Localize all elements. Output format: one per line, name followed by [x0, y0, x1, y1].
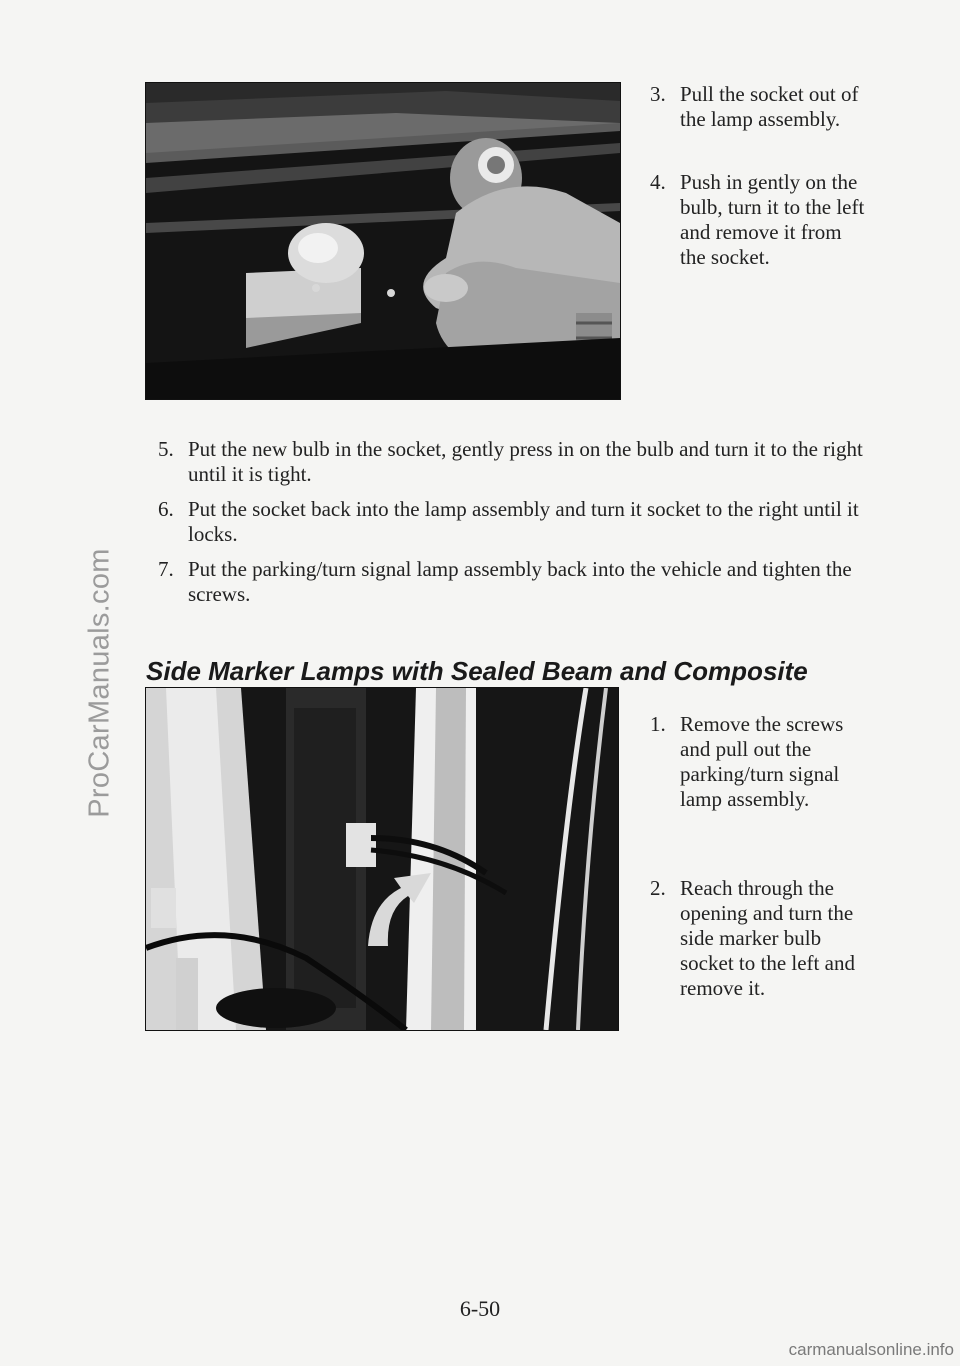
- step-number: 4.: [650, 170, 666, 194]
- footer-watermark: carmanualsonline.info: [788, 1340, 954, 1359]
- photo-socket-removal: [145, 82, 621, 400]
- step-text: Pull the socket out of the lamp assembly.: [680, 82, 859, 131]
- step-1: [650, 712, 865, 812]
- photo-side-marker-socket: [145, 687, 619, 1031]
- step-number: 3.: [650, 82, 666, 106]
- step-7: [158, 557, 878, 607]
- page-number: 6-50: [459, 1296, 501, 1321]
- step-text: Put the socket back into the lamp assembly and turn it socket to the right until it locks.: [188, 497, 859, 546]
- step-number: 1.: [650, 712, 666, 736]
- step-5: [158, 437, 878, 487]
- step-2: [650, 876, 865, 1001]
- step-number: 7.: [158, 557, 174, 581]
- step-6: [158, 497, 878, 547]
- step-number: 2.: [650, 876, 666, 900]
- step-number: 5.: [158, 437, 174, 461]
- step-text: Put the new bulb in the socket, gently press in on the bulb and turn it to the right until it is tight.: [188, 437, 863, 486]
- step-text: Put the parking/turn signal lamp assembly back into the vehicle and tighten the screws.: [188, 557, 852, 606]
- step-text: Reach through the opening and turn the side marker bulb socket to the left and remove it.: [680, 876, 855, 1000]
- section-heading: Side Marker Lamps with Sealed Beam and Composite: [146, 655, 808, 686]
- step-text: Remove the screws and pull out the parking/turn signal lamp assembly.: [680, 712, 844, 811]
- step-text: Push in gently on the bulb, turn it to the left and remove it from the socket.: [680, 170, 865, 269]
- step-4: [650, 170, 865, 270]
- step-number: 6.: [158, 497, 174, 521]
- step-3: [650, 82, 865, 132]
- side-watermark: ProCarManuals.com: [83, 548, 116, 818]
